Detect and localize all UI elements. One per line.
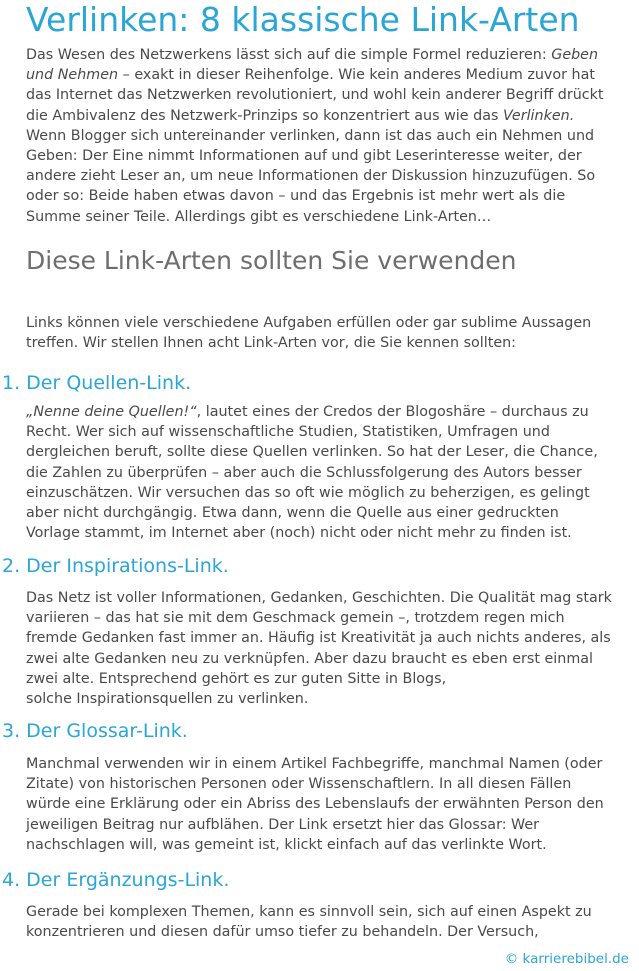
- emphasis-text: Verlinken.: [502, 107, 575, 124]
- section-line: [26, 442, 634, 462]
- intro-line: [26, 186, 634, 206]
- lead-line: Links können viele verschiedene Aufgaben erfüllen oder gar sublime Aussagen: [26, 315, 592, 331]
- body-text: zwei alte. Entsprechend gehört es zur guten Sitte in Blogs,: [26, 670, 447, 687]
- emphasis-text: und Nehmen: [26, 67, 119, 84]
- lead-paragraph: [26, 313, 634, 353]
- body-text: solche Inspirationsquellen zu verlinken.: [26, 691, 309, 708]
- section-line: [26, 835, 634, 855]
- section-heading-ergaenzungs-link: 4. Der Ergänzungs-Link.: [2, 869, 230, 891]
- intro-line: [26, 146, 634, 166]
- section-line: [26, 902, 634, 922]
- subheading: Diese Link-Arten sollten Sie verwenden: [26, 246, 517, 275]
- body-text: die Zahlen zu überprüfen – aber auch die Schlussfolgerung des Autors besser: [26, 464, 582, 481]
- section-line: [26, 754, 634, 774]
- section-heading-inspirations-link: 2. Der Inspirations-Link.: [2, 555, 229, 577]
- section-line: [26, 608, 634, 628]
- body-text: oder so: Beide haben etwas davon – und das Ergebnis ist mehr wert als die: [26, 188, 566, 205]
- body-text: Das Wesen des Netzwerkens lässt sich auf die simple Formel reduzieren:: [26, 47, 552, 63]
- intro-line: [26, 45, 634, 65]
- section-line: [26, 815, 634, 835]
- body-text: das Internet das Netzwerken revolutioniert, und wohl kein anderer Begriff drückt: [26, 87, 604, 104]
- article-title: Verlinken: 8 klassische Link-Arten: [26, 0, 580, 39]
- body-text: Manchmal verwenden wir in einem Artikel Fachbegriffe, manchmal Namen (oder: [26, 756, 603, 772]
- body-text: Wenn Blogger sich untereinander verlinken, dann ist das auch ein Nehmen und: [26, 127, 595, 144]
- section-line: [26, 669, 634, 689]
- section-heading-quellen-link: 1. Der Quellen-Link.: [2, 372, 192, 394]
- section-line: [26, 649, 634, 669]
- section-line: [26, 402, 634, 422]
- section-line: [26, 774, 634, 794]
- section-line: [26, 588, 634, 608]
- section-line: [26, 922, 634, 942]
- section-paragraph-glossar-link: [26, 754, 634, 855]
- section-paragraph-quellen-link: [26, 402, 634, 543]
- body-text: Vorlage stammt, im Internet aber (noch) nicht oder nicht mehr zu finden ist.: [26, 525, 572, 542]
- intro-line: [26, 65, 634, 85]
- body-text: Das Netz ist voller Informationen, Gedanken, Geschichten. Die Qualität mag stark: [26, 590, 612, 606]
- body-text: fremde Gedanken fast immer an. Häufig ist Kreativität ja auch nichts anderes, als: [26, 630, 611, 647]
- body-text: die Ambivalenz des Netzwerk-Prinzips so konzentriert aus wie das: [26, 107, 503, 124]
- body-text: variieren – das hat sie mit dem Geschmack gemein –, trotzdem regen mich: [26, 610, 565, 627]
- section-line: [26, 463, 634, 483]
- section-line: [26, 628, 634, 648]
- copyright-footer: © karrierebibel.de: [504, 951, 629, 967]
- body-text: einzuschätzen. Wir versuchen das so oft wie möglich zu beherzigen, es gelingt: [26, 484, 590, 501]
- body-text: Zitate) von historischen Personen oder Wissenschaftlern. In all diesen Fällen: [26, 776, 572, 793]
- section-paragraph-inspirations-link: [26, 588, 634, 709]
- section-line: [26, 689, 634, 709]
- body-text: andere zieht Leser an, um neue Informationen der Diskussion hinzuzufügen. So: [26, 168, 596, 185]
- emphasis-text: „Nenne deine Quellen!“: [26, 404, 197, 420]
- intro-line: [26, 85, 634, 105]
- intro-line: [26, 126, 634, 146]
- section-paragraph-ergaenzungs-link: [26, 902, 634, 942]
- section-line: [26, 794, 634, 814]
- body-text: Gerade bei komplexen Themen, kann es sinnvoll sein, sich auf einen Aspekt zu: [26, 904, 592, 920]
- intro-paragraph: [26, 45, 634, 227]
- section-heading-glossar-link: 3. Der Glossar-Link.: [2, 720, 188, 742]
- body-text: aber nicht durchgängig. Etwa dann, wenn die Quelle aus einer gedruckten: [26, 505, 559, 522]
- intro-line: [26, 106, 634, 126]
- body-text: dergleichen beruft, sollte diese Quellen verlinken. So hat der Leser, die Chance,: [26, 444, 598, 461]
- body-text: Recht. Wer sich auf wissenschaftliche Studien, Statistiken, Umfragen und: [26, 424, 550, 441]
- body-text: konzentrieren und diesen dafür umso tiefer zu behandeln. Der Versuch,: [26, 924, 539, 941]
- emphasis-text: Geben: [551, 47, 599, 63]
- body-text: , lautet eines der Credos der Blogoshäre – durchaus zu: [196, 404, 589, 420]
- section-line: [26, 422, 634, 442]
- body-text: nachschlagen will, was gemeint ist, klickt einfach auf das verlinkte Wort.: [26, 836, 547, 853]
- body-text: jeweiligen Beitrag nur aufblähen. Der Link ersetzt hier das Glossar: Wer: [26, 816, 540, 833]
- lead-line: treffen. Wir stellen Ihnen acht Link-Arten vor, die Sie kennen sollten:: [26, 335, 516, 352]
- body-text: zwei alte Gedanken neu zu verknüpfen. Aber dazu braucht es eben erst einmal: [26, 650, 593, 667]
- intro-line: [26, 166, 634, 186]
- body-text: Geben: Der Eine nimmt Informationen auf und gibt Leserinteresse weiter, der: [26, 148, 582, 165]
- body-text: Summe seiner Teile. Allerdings gibt es verschiedene Link-Arten…: [26, 208, 492, 225]
- section-line: [26, 523, 634, 543]
- intro-line: [26, 207, 634, 227]
- section-line: [26, 503, 634, 523]
- body-text: würde eine Erklärung oder ein Abriss des Lebenslaufs der erwähnten Person den: [26, 796, 604, 813]
- section-line: [26, 483, 634, 503]
- body-text: – exakt in dieser Reihenfolge. Wie kein anderes Medium zuvor hat: [118, 67, 595, 84]
